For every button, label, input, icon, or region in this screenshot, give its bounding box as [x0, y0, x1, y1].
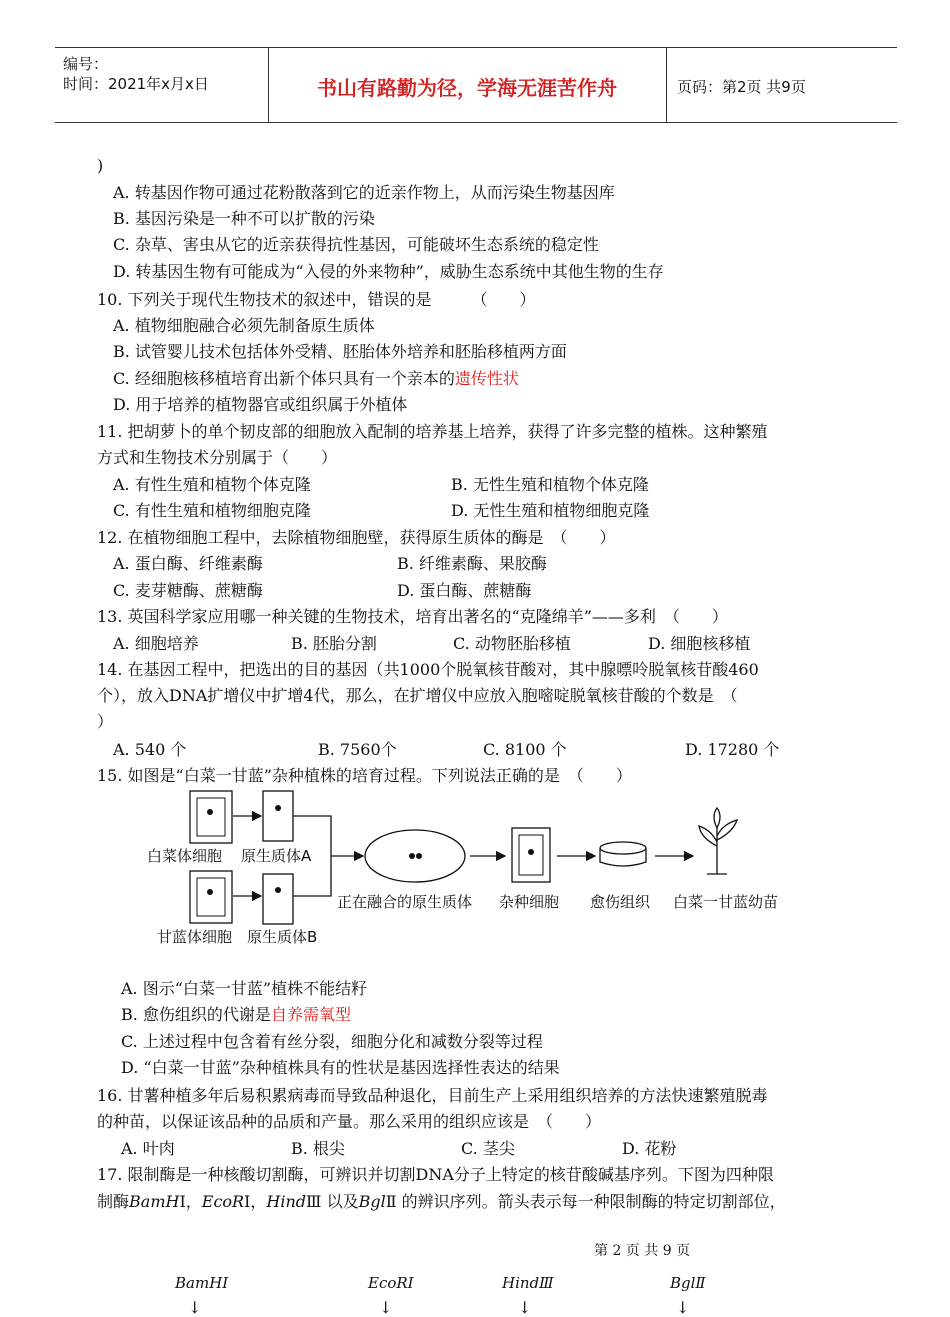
enzyme-hindiii: Hind [266, 1192, 307, 1211]
q11-stem-line1: 11. 把胡萝卜的单个韧皮部的细胞放入配制的培养基上培养，获得了许多完整的植株。这种繁殖 [97, 422, 768, 441]
enzyme-bamhi: BamH [129, 1192, 180, 1211]
down-arrow-icon: ↓ [379, 1298, 393, 1317]
q17-text: 制酶 [97, 1192, 130, 1211]
q15-option-d: D. “白菜一甘蓝”杂种植株具有的性状是基因选择性表达的结果 [121, 1058, 560, 1077]
q10-highlight: 遗传性状 [454, 369, 519, 388]
q16-stem-line2: 的种苗，以保证该品种的品质和产量。那么采用的组织应该是 （ ） [97, 1112, 602, 1131]
label-protoplast-b: 原生质体B [247, 928, 318, 946]
q12-option-d: D. 蛋白酶、蔗糖酶 [397, 581, 532, 600]
q9-option-b: B. 基因污染是一种不可以扩散的污染 [113, 209, 375, 228]
header-page-label: 页码：第2页 共9页 [677, 78, 806, 96]
q15-option-c: C. 上述过程中包含着有丝分裂，细胞分化和减数分裂等过程 [121, 1032, 543, 1051]
enzyme-ecori: EcoR [201, 1192, 245, 1211]
q14-stem-line3: ） [97, 712, 114, 731]
header-meta [63, 54, 209, 94]
hybrid-cell-shape [512, 828, 550, 882]
q17-text: Ⅲ 以及 [306, 1192, 359, 1211]
header-divider [666, 48, 667, 122]
protoplast-a-shape [263, 791, 293, 841]
callus-shape [600, 842, 646, 866]
label-cabbage-cell: 白菜体细胞 [147, 847, 223, 865]
bottom-enzyme-label: BamHⅠ [175, 1274, 229, 1292]
seedling-icon [699, 808, 737, 874]
page-header [55, 47, 897, 123]
q17-text: Ⅱ 的辨识序列。箭头表示每一种限制酶的特定切割部位， [385, 1192, 786, 1211]
q14-option-d: D. 17280 个 [685, 740, 780, 759]
q17-text: Ⅰ， [179, 1192, 202, 1211]
q15-option-b [121, 1005, 351, 1025]
q17-stem-line2 [97, 1192, 786, 1212]
q9-option-d: D. 转基因生物有可能成为“入侵的外来物种”，威胁生态系统中其他生物的生存 [113, 262, 664, 281]
down-arrow-icon: ↓ [518, 1298, 532, 1317]
label-seedling: 白菜一甘蓝幼苗 [673, 893, 779, 911]
q16-option-a: A. 叶肉 [121, 1139, 175, 1158]
q10-option-c [113, 369, 519, 389]
q14-option-c: C. 8100 个 [483, 740, 567, 759]
q11-stem-line2: 方式和生物技术分别属于（ ） [97, 448, 338, 467]
label-callus: 愈伤组织 [590, 893, 651, 911]
q17-text: Ⅰ， [244, 1192, 267, 1211]
hybridization-figure [145, 786, 805, 956]
q12-option-c: C. 麦芽糖酶、蔗糖酶 [113, 581, 263, 600]
q17-stem-line1: 17. 限制酶是一种核酸切割酶，可辨识并切割DNA分子上特定的核苷酸碱基序列。下图为四种限 [97, 1165, 774, 1184]
bottom-enzyme-label: HindⅢ [502, 1274, 554, 1292]
q12-option-a: A. 蛋白酶、纤维素酶 [113, 554, 263, 573]
q14-option-b: B. 7560个 [318, 740, 397, 759]
down-arrow-icon: ↓ [188, 1298, 202, 1317]
q11-option-a: A. 有性生殖和植物个体克隆 [113, 475, 311, 494]
q10-option-a: A. 植物细胞融合必须先制备原生质体 [113, 316, 375, 335]
header-time: 时间：2021年x月x日 [63, 75, 209, 93]
q9-close-paren: ) [97, 156, 104, 175]
q11-option-c: C. 有性生殖和植物细胞克隆 [113, 501, 311, 520]
q12-option-b: B. 纤维素酶、果胶酶 [397, 554, 547, 573]
q11-option-d: D. 无性生殖和植物细胞克隆 [451, 501, 650, 520]
label-kale-cell: 甘蓝体细胞 [157, 928, 233, 946]
header-motto: 书山有路勤为径，学海无涯苦作舟 [317, 76, 617, 100]
q16-option-b: B. 根尖 [291, 1139, 345, 1158]
q9-option-a: A. 转基因作物可通过花粉散落到它的近亲作物上，从而污染生物基因库 [113, 183, 615, 202]
q13-option-c: C. 动物胚胎移植 [453, 634, 571, 653]
q10-option-c-text: C. 经细胞核移植培育出新个体只具有一个亲本的 [113, 369, 455, 388]
q15-stem: 15. 如图是“白菜一甘蓝”杂种植株的培育过程。下列说法正确的是 （ ） [97, 766, 632, 785]
down-arrow-icon: ↓ [676, 1298, 690, 1317]
q15-option-a: A. 图示“白菜一甘蓝”植株不能结籽 [121, 979, 368, 998]
label-fusing: 正在融合的原生质体 [337, 893, 473, 911]
q14-stem-line2: 个），放入DNA扩增仪中扩增4代，那么，在扩增仪中应放入胞嘧啶脱氧核苷酸的个数是 （ [97, 686, 738, 705]
q16-option-d: D. 花粉 [622, 1139, 677, 1158]
q14-stem-line1: 14. 在基因工程中，把选出的目的基因（共1000个脱氧核苷酸对，其中腺嘌呤脱氧核苷酸460 [97, 660, 759, 679]
page-number: 第 2 页 共 9 页 [594, 1243, 691, 1259]
q15-highlight: 自养需氧型 [270, 1005, 351, 1024]
label-hybrid-cell: 杂种细胞 [499, 893, 560, 911]
q13-option-d: D. 细胞核移植 [648, 634, 751, 653]
q16-stem-line1: 16. 甘薯种植多年后易积累病毒而导致品种退化，目前生产上采用组织培养的方法快速繁殖脱毒 [97, 1086, 768, 1105]
fusing-protoplast-shape [365, 830, 465, 882]
protoplast-b-shape [263, 874, 293, 924]
cabbage-cell-shape [190, 791, 232, 843]
q10-option-d: D. 用于培养的植物器官或组织属于外植体 [113, 395, 408, 414]
q12-stem: 12. 在植物细胞工程中，去除植物细胞壁，获得原生质体的酶是 （ ） [97, 528, 616, 547]
q9-option-c: C. 杂草、害虫从它的近亲获得抗性基因，可能破坏生态系统的稳定性 [113, 235, 599, 254]
header-number: 编号： [63, 55, 109, 73]
q14-option-a: A. 540 个 [113, 740, 187, 759]
q13-stem: 13. 英国科学家应用哪一种关键的生物技术，培育出著名的“克隆绵羊”——多利 （ ） [97, 607, 728, 626]
q10-option-b: B. 试管婴儿技术包括体外受精、胚胎体外培养和胚胎移植两方面 [113, 342, 567, 361]
q15-option-b-text: B. 愈伤组织的代谢是 [121, 1005, 271, 1024]
label-protoplast-a: 原生质体A [241, 847, 312, 865]
enzyme-bglii: Bgl [358, 1192, 386, 1211]
q16-option-c: C. 茎尖 [461, 1139, 515, 1158]
q11-option-b: B. 无性生殖和植物个体克隆 [451, 475, 649, 494]
q13-option-b: B. 胚胎分割 [291, 634, 377, 653]
bottom-enzyme-label: BglⅡ [670, 1274, 706, 1292]
q10-stem: 10. 下列关于现代生物技术的叙述中，错误的是 （ ） [97, 290, 536, 309]
bottom-enzyme-label: EcoRⅠ [368, 1274, 414, 1292]
kale-cell-shape [190, 871, 232, 923]
q13-option-a: A. 细胞培养 [113, 634, 199, 653]
